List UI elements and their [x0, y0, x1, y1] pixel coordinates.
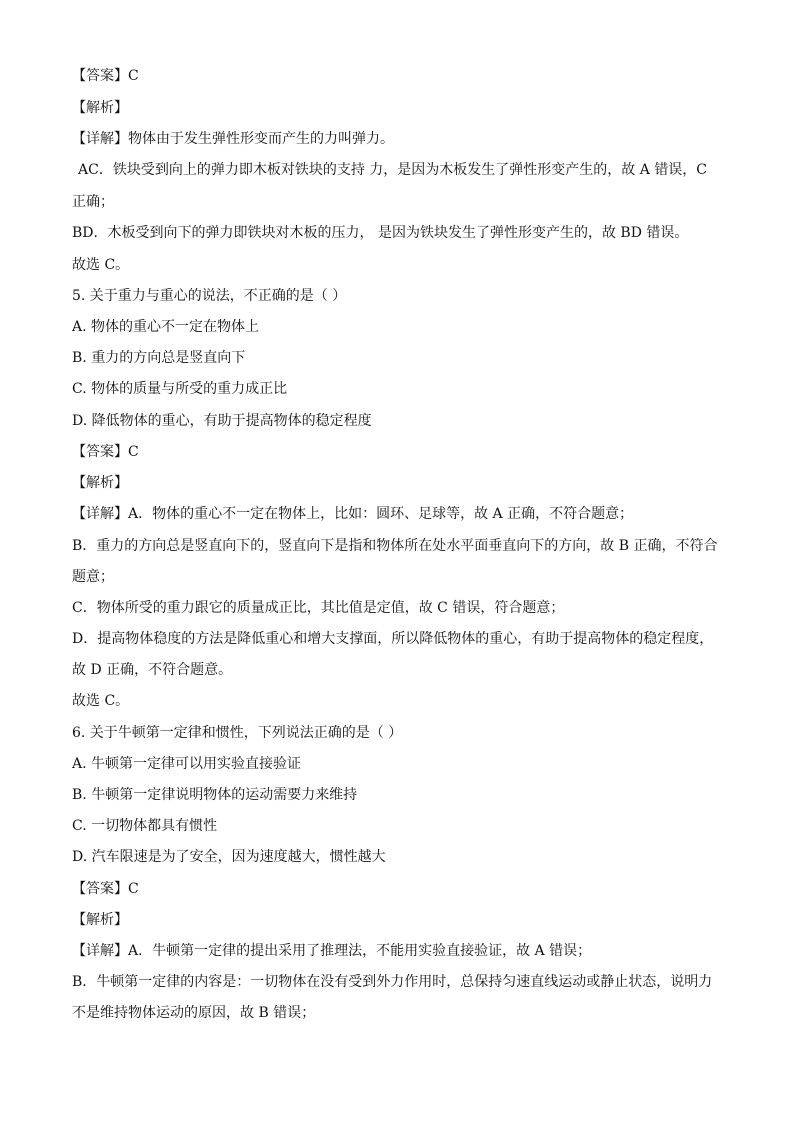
question-6-stem: 6. 关于牛顿第一定律和惯性，下列说法正确的是（ ）	[72, 725, 403, 741]
question-5-option-d: D. 降低物体的重心，有助于提高物体的稳定程度	[72, 413, 372, 429]
question-6-option-d: D. 汽车限速是为了安全，因为速度越大，惯性越大	[72, 849, 386, 865]
detail-text: 【详解】物体由于发生弹性形变而产生的力叫弹力。	[72, 131, 394, 147]
conclusion-line: 故选 C。	[72, 257, 130, 273]
explanation-line: 题意；	[72, 569, 114, 585]
explanation-line: B．重力的方向总是竖直向下的，竖直向下是指和物体所在处水平面垂直向下的方向，故 B 正确，不符合	[72, 538, 718, 554]
question-6-option-c: C. 一切物体都具有惯性	[72, 818, 218, 834]
explanation-line: B．牛顿第一定律的内容是：一切物体在没有受到外力作用时，总保持匀速直线运动或静止状态，说明力	[72, 974, 713, 990]
answer-label: 【答案】C	[72, 881, 139, 897]
answer-label: 【答案】C	[72, 68, 139, 84]
detail-text: 【详解】A．牛顿第一定律的提出采用了推理法，不能用实验直接验证，故 A 错误；	[72, 943, 592, 959]
detail-text: 【详解】A．物体的重心不一定在物体上，比如：圆环、足球等，故 A 正确，不符合题意；	[72, 506, 634, 522]
explanation-line: 不是维持物体运动的原因，故 B 错误；	[72, 1005, 316, 1021]
explanation-line: D．提高物体稳度的方法是降低重心和增大支撑面，所以降低物体的重心，有助于提高物体的稳定程度，	[72, 631, 714, 647]
explanation-line: 故 D 正确，不符合题意。	[72, 662, 233, 678]
explanation-line: AC．铁块受到向上的弹力即木板对铁块的支持 力，是因为木板发生了弹性形变产生的，故 A 错误，C	[78, 162, 707, 178]
analysis-label: 【解析】	[72, 475, 128, 491]
answer-label: 【答案】C	[72, 444, 139, 460]
analysis-label: 【解析】	[72, 912, 128, 928]
question-6-option-a: A. 牛顿第一定律可以用实验直接验证	[72, 756, 302, 772]
conclusion-line: 故选 C。	[72, 693, 130, 709]
explanation-line: C．物体所受的重力跟它的质量成正比，其比值是定值，故 C 错误，符合题意；	[72, 600, 565, 616]
question-5-stem: 5. 关于重力与重心的说法，不正确的是（ ）	[72, 288, 347, 304]
explanation-line: BD．木板受到向下的弹力即铁块对木板的压力， 是因为铁块发生了弹性形变产生的，故 BD 错误。	[72, 225, 689, 241]
explanation-line: 正确；	[72, 194, 114, 210]
analysis-label: 【解析】	[72, 100, 128, 116]
question-5-option-a: A. 物体的重心不一定在物体上	[72, 319, 260, 335]
question-5-option-c: C. 物体的质量与所受的重力成正比	[72, 381, 288, 397]
question-5-option-b: B. 重力的方向总是竖直向下	[72, 350, 246, 366]
question-6-option-b: B. 牛顿第一定律说明物体的运动需要力来维持	[72, 787, 358, 803]
